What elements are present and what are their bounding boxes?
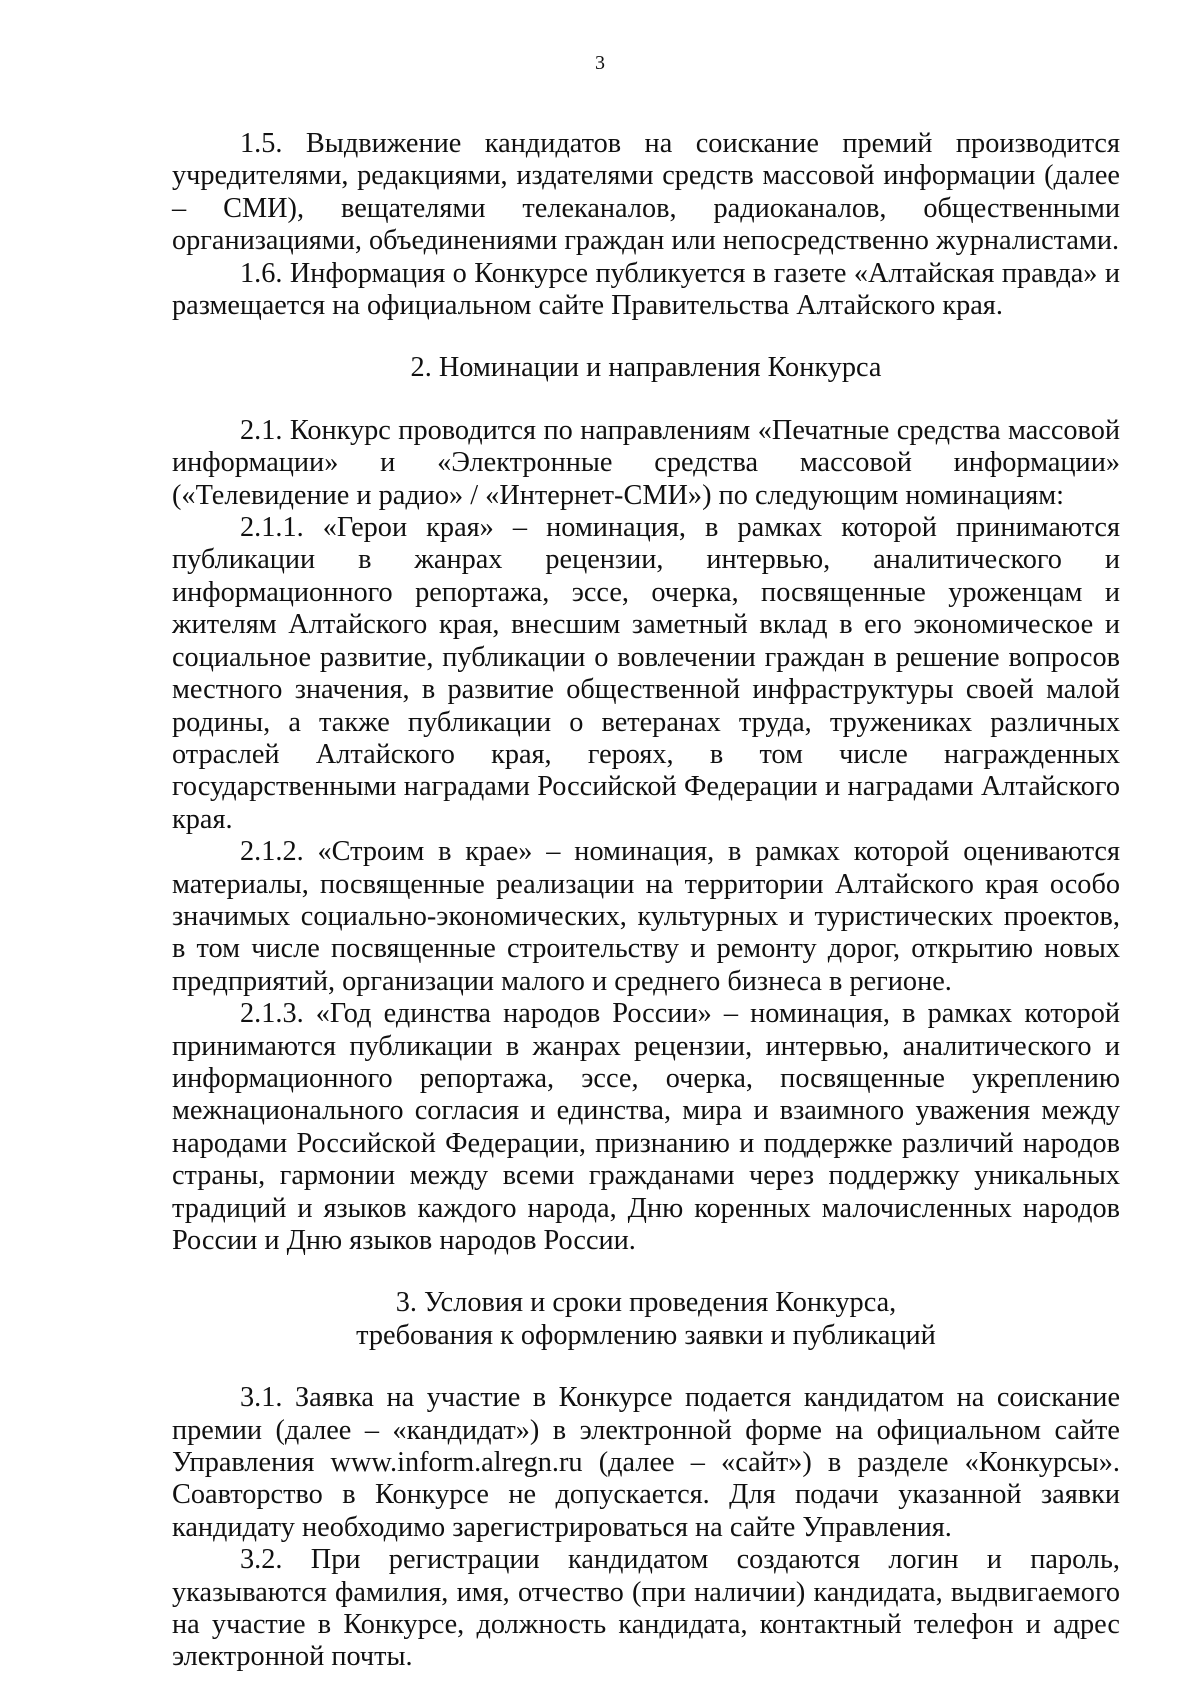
paragraph-1-6: 1.6. Информация о Конкурсе публикуется в газете «Алтайская правда» и размещается на официальном сайте Правительства Алтайского края. [172, 257, 1120, 322]
section-heading-2: 2. Номинации и направления Конкурса [410, 352, 882, 384]
section-heading-3 [172, 1287, 1120, 1352]
paragraph-3-1: 3.1. Заявка на участие в Конкурсе подается кандидатом на соискание премии (далее – «кандидат») в электронной форме на официальном сайте Управления www.inform.alregn.ru (далее – «сайт») в разделе «Конкурсы». Соавторство в Конкурсе не допускается. Для подачи указанной заявки кандидату необходимо зарегистрироваться на сайте Управления. [172, 1382, 1120, 1543]
section-heading-3-line-2: требования к оформлению заявки и публикаций [356, 1319, 936, 1351]
paragraph-2-1-3: 2.1.3. «Год единства народов России» – номинация, в рамках которой принимаются публикации в жанрах рецензии, интервью, аналитического и информационного репортажа, эссе, очерка, посвященные укреплению межнационального согласия и единства, мира и взаимного уважения между народами Российской Федерации, признанию и поддержке различий народов страны, гармонии между всеми гражданами через поддержку уникальных традиций и языков каждого народа, Дню коренных малочисленных народов России и Дню языков народов России. [172, 998, 1120, 1256]
paragraph-2-1-1: 2.1.1. «Герои края» – номинация, в рамках которой принимаются публикации в жанрах рецензии, интервью, аналитического и информационного репортажа, эссе, очерка, посвященные уроженцам и жителям Алтайского края, внесшим заметный вклад в его экономическое и социальное развитие, публикации о вовлечении граждан в решение вопросов местного значения, в развитие общественной инфраструктуры своей малой родины, а также публикации о ветеранах труда, тружениках различных отраслей Алтайского края, героях, в том числе награжденных государственными наградами Российской Федерации и наградами Алтайского края. [172, 512, 1120, 835]
paragraph-3-2: 3.2. При регистрации кандидатом создаются логин и пароль, указываются фамилия, имя, отчество (при наличии) кандидата, выдвигаемого на участие в Конкурсе, должность кандидата, контактный телефон и адрес электронной почты. [172, 1544, 1120, 1673]
section-heading-3-line-1: 3. Условия и сроки проведения Конкурса, [395, 1287, 897, 1319]
paragraph-2-1-2: 2.1.2. «Строим в крае» – номинация, в рамках которой оцениваются материалы, посвященные реализации на территории Алтайского края особо значимых социально-экономических, культурных и туристических проектов, в том числе посвященные строительству и ремонту дорог, открытию новых предприятий, организации малого и среднего бизнеса в регионе. [172, 836, 1120, 997]
page-number: 3 [595, 52, 605, 74]
paragraph-2-1: 2.1. Конкурс проводится по направлениям «Печатные средства массовой информации» и «Электронные средства массовой информации» («Телевидение и радио» / «Интернет-СМИ») по следующим номинациям: [172, 414, 1120, 511]
paragraph-1-5: 1.5. Выдвижение кандидатов на соискание премий производится учредителями, редакциями, издателями средств массовой информации (далее – СМИ), вещателями телеканалов, радиоканалов, общественными организациями, объединениями граждан или непосредственно журналистами. [172, 128, 1120, 257]
document-body [172, 128, 1120, 1674]
